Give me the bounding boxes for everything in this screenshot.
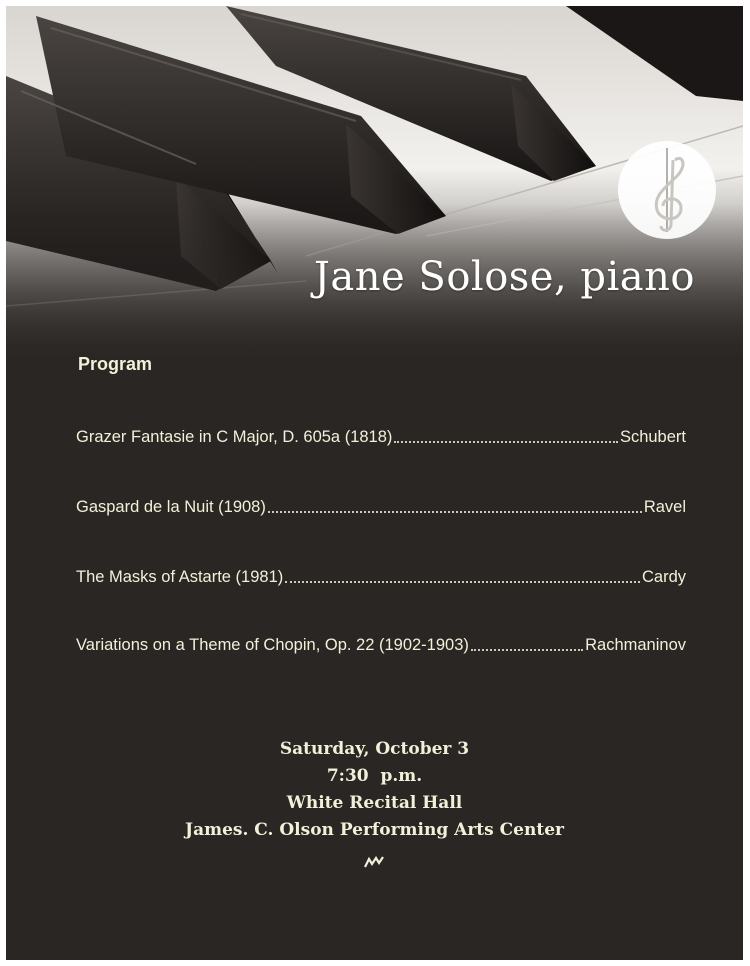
program-work: Gaspard de la Nuit (1908) (76, 498, 266, 516)
page-title: Jane Solose, piano (313, 254, 695, 300)
event-venue: White Recital Hall (286, 793, 463, 813)
event-details (6, 736, 743, 844)
program-item (76, 636, 686, 655)
dot-leader (471, 648, 583, 651)
program-work: The Masks of Astarte (1981) (76, 568, 284, 586)
program-composer: Rachmaninov (585, 636, 686, 654)
program-composer: Schubert (619, 428, 686, 446)
program-heading: Program (78, 354, 153, 374)
program-item (76, 568, 686, 587)
event-time: 7:30 p.m. (326, 766, 423, 786)
dot-leader (285, 580, 640, 583)
event-center: James. C. Olson Performing Arts Center (185, 820, 564, 840)
program-work: Grazer Fantasie in C Major, D. 605a (1818) (76, 428, 393, 446)
dot-leader (394, 440, 618, 443)
program-work: Variations on a Theme of Chopin, Op. 22 (1902-1903) (76, 636, 469, 654)
concert-poster (6, 6, 743, 960)
program-composer: Cardy (641, 568, 686, 586)
university-mark-icon (364, 855, 386, 867)
program-item (76, 498, 686, 517)
program-composer: Ravel (643, 498, 686, 516)
treble-clef-logo-icon (617, 140, 717, 240)
dot-leader (268, 510, 642, 513)
event-date: Saturday, October 3 (279, 739, 470, 759)
program-item (76, 428, 686, 447)
